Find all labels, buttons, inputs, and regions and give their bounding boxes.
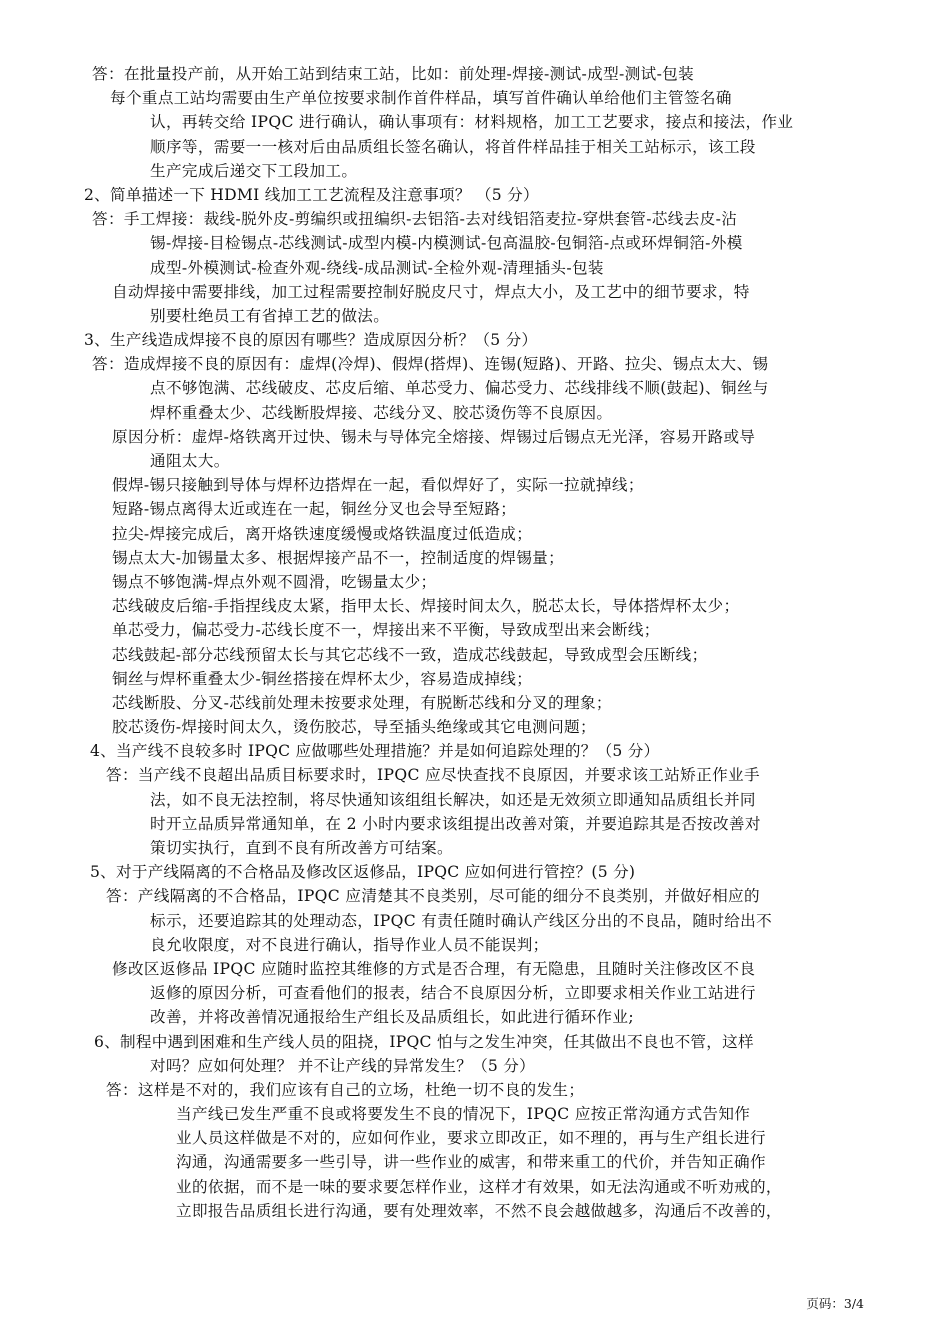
question-line: 对吗？应如何处理？ 并不让产线的异常发生？（5 分） [150, 1056, 535, 1075]
text-line: 成型-外模测试-检查外观-绕线-成品测试-全检外观-清理插头-包装 [150, 258, 604, 277]
text-line: 焊杯重叠太少、芯线断股焊接、芯线分叉、胶芯烫伤等不良原因。 [150, 403, 613, 422]
text-line: 胶芯烫伤-焊接时间太久，烫伤胶芯，导至插头绝缘或其它电测问题； [112, 718, 596, 737]
text-line: 别要杜绝员工有省掉工艺的做法。 [150, 306, 390, 325]
text-line: 锡点太大-加锡量太多、根据焊接产品不一，控制适度的焊锡量； [112, 548, 565, 567]
text-line: 答：在批量投产前，从开始工站到结束工站，比如：前处理-焊接-测试-成型-测试-包装 [92, 65, 695, 83]
text-line: 通阻太大。 [150, 452, 230, 470]
text-line: 标示，还要追踪其的处理动态，IPQC 有责任随时确认产线区分出的不良品，随时给出不 [150, 911, 773, 930]
text-line: 法，如不良无法控制，将尽快通知该组组长解决，如还是无效须立即通知品质组长并同 [150, 790, 756, 809]
text-line: 当产线已发生严重不良或将要发生不良的情况下，IPQC 应按正常沟通方式告知作 [176, 1105, 751, 1124]
text-line: 返修的原因分析，可查看他们的报表，结合不良原因分析，立即要求相关作业工站进行 [150, 984, 756, 1003]
text-line: 答：产线隔离的不合格品，IPQC 应清楚其不良类别，尽可能的细分不良类别，并做好相应的 [106, 887, 760, 906]
text-line: 改善，并将改善情况通报给生产组长及品质组长，如此进行循环作业; [150, 1008, 634, 1027]
text-line: 顺序等，需要一一核对后由品质组长签名确认，将首件样品挂于相关工站标示，该工段 [150, 137, 756, 156]
text-line: 业的依据，而不是一味的要求要怎样作业，这样才有效果，如无法沟通或不听劝戒的， [176, 1177, 782, 1196]
page-number: 页码：3/4 [806, 1296, 864, 1311]
text-line: 答：造成焊接不良的原因有：虚焊(冷焊)、假焊(搭焊)、连锡(短路)、开路、拉尖、锡点太大、锡 [92, 355, 769, 374]
question-line: 5、对于产线隔离的不合格品及修改区返修品，IPQC 应如何进行管控？(5 分) [90, 863, 636, 882]
text-line: 芯线破皮后缩-手指捏线皮太紧，指甲太长、焊接时间太久，脱芯太长，导体搭焊杯太少； [112, 597, 740, 616]
text-line: 拉尖-焊接完成后，离开烙铁速度缓慢或烙铁温度过低造成； [112, 524, 533, 543]
text-line: 锡点不够饱满-焊点外观不圆滑，吃锡量太少； [112, 572, 437, 591]
text-line: 单芯受力，偏芯受力-芯线长度不一，焊接出来不平衡，导致成型出来会断线； [112, 621, 660, 640]
text-line: 锡-焊接-目检锡点-芯线测试-成型内模-内模测试-包高温胶-包铜箔-点或环焊铜箔-外模 [150, 234, 743, 253]
question-line: 2、简单描述一下 HDMI 线加工工艺流程及注意事项？ （5 分） [84, 185, 539, 204]
text-line: 时开立品质异常通知单，在 2 小时内要求该组提出改善对策，并要追踪其是否按改善对 [150, 814, 761, 833]
text-line: 芯线断股、分叉-芯线前处理未按要求处理，有脱断芯线和分叉的理象； [112, 693, 612, 712]
text-line: 立即报告品质组长进行沟通，要有处理效率，不然不良会越做越多，沟通后不改善的， [176, 1201, 782, 1220]
text-line: 沟通，沟通需要多一些引导，讲一些作业的威害，和带来重工的代价，并告知正确作 [176, 1153, 766, 1172]
text-line: 假焊-锡只接触到导体与焊杯边搭焊在一起，看似焊好了，实际一拉就掉线； [112, 476, 644, 495]
text-line: 答：手工焊接：裁线-脱外皮-剪编织或扭编织-去铝箔-去对线铝箔麦拉-穿烘套管-芯线去皮-沾 [92, 210, 738, 229]
text-line: 业人员这样做是不对的，应如何作业，要求立即改正，如不理的，再与生产组长进行 [176, 1129, 766, 1148]
text-line: 芯线鼓起-部分芯线预留太长与其它芯线不一致，造成芯线鼓起，导致成型会压断线； [112, 645, 708, 664]
text-line: 铜丝与焊杯重叠太少-铜丝搭接在焊杯太少，容易造成掉线； [112, 669, 533, 688]
text-line: 短路-锡点离得太近或连在一起，铜丝分叉也会导至短路； [112, 500, 517, 519]
question-line: 6、制程中遇到困难和生产线人员的阻挠，IPQC 怕与之发生冲突，任其做出不良也不管，这样 [94, 1032, 754, 1051]
question-line: 4、当产线不良较多时 IPQC 应做哪些处理措施？并是如何追踪处理的？（5 分） [90, 742, 660, 761]
text-line: 每个重点工站均需要由生产单位按要求制作首件样品，填写首件确认单给他们主管签名确 [110, 89, 732, 108]
text-line: 生产完成后递交下工段加工。 [150, 161, 358, 180]
text-line: 原因分析：虚焊-烙铁离开过快、锡未与导体完全熔接、焊锡过后锡点无光泽，容易开路或导 [112, 427, 756, 446]
text-line: 良允收限度，对不良进行确认，指导作业人员不能误判； [150, 935, 549, 954]
text-line: 策切实执行，直到不良有所改善方可结案。 [150, 839, 453, 857]
question-line: 3、生产线造成焊接不良的原因有哪些？造成原因分析？（5 分） [84, 331, 538, 350]
text-line: 自动焊接中需要排线，加工过程需要控制好脱皮尺寸，焊点大小，及工艺中的细节要求，特 [112, 282, 750, 301]
text-line: 修改区返修品 IPQC 应随时监控其维修的方式是否合理，有无隐患，且随时关注修改区不良 [112, 959, 756, 978]
text-line: 答：当产线不良超出品质目标要求时，IPQC 应尽快查找不良原因，并要求该工站矫正作业手 [106, 766, 760, 785]
text-line: 答：这样是不对的，我们应该有自己的立场，杜绝一切不良的发生； [106, 1080, 585, 1099]
text-line: 认，再转交给 IPQC 进行确认，确认事项有：材料规格，加工工艺要求，接点和接法，作业 [150, 113, 794, 132]
text-line: 点不够饱满、芯线破皮、芯皮后缩、单芯受力、偏芯受力、芯线排线不顺(鼓起)、铜丝与 [150, 379, 769, 398]
